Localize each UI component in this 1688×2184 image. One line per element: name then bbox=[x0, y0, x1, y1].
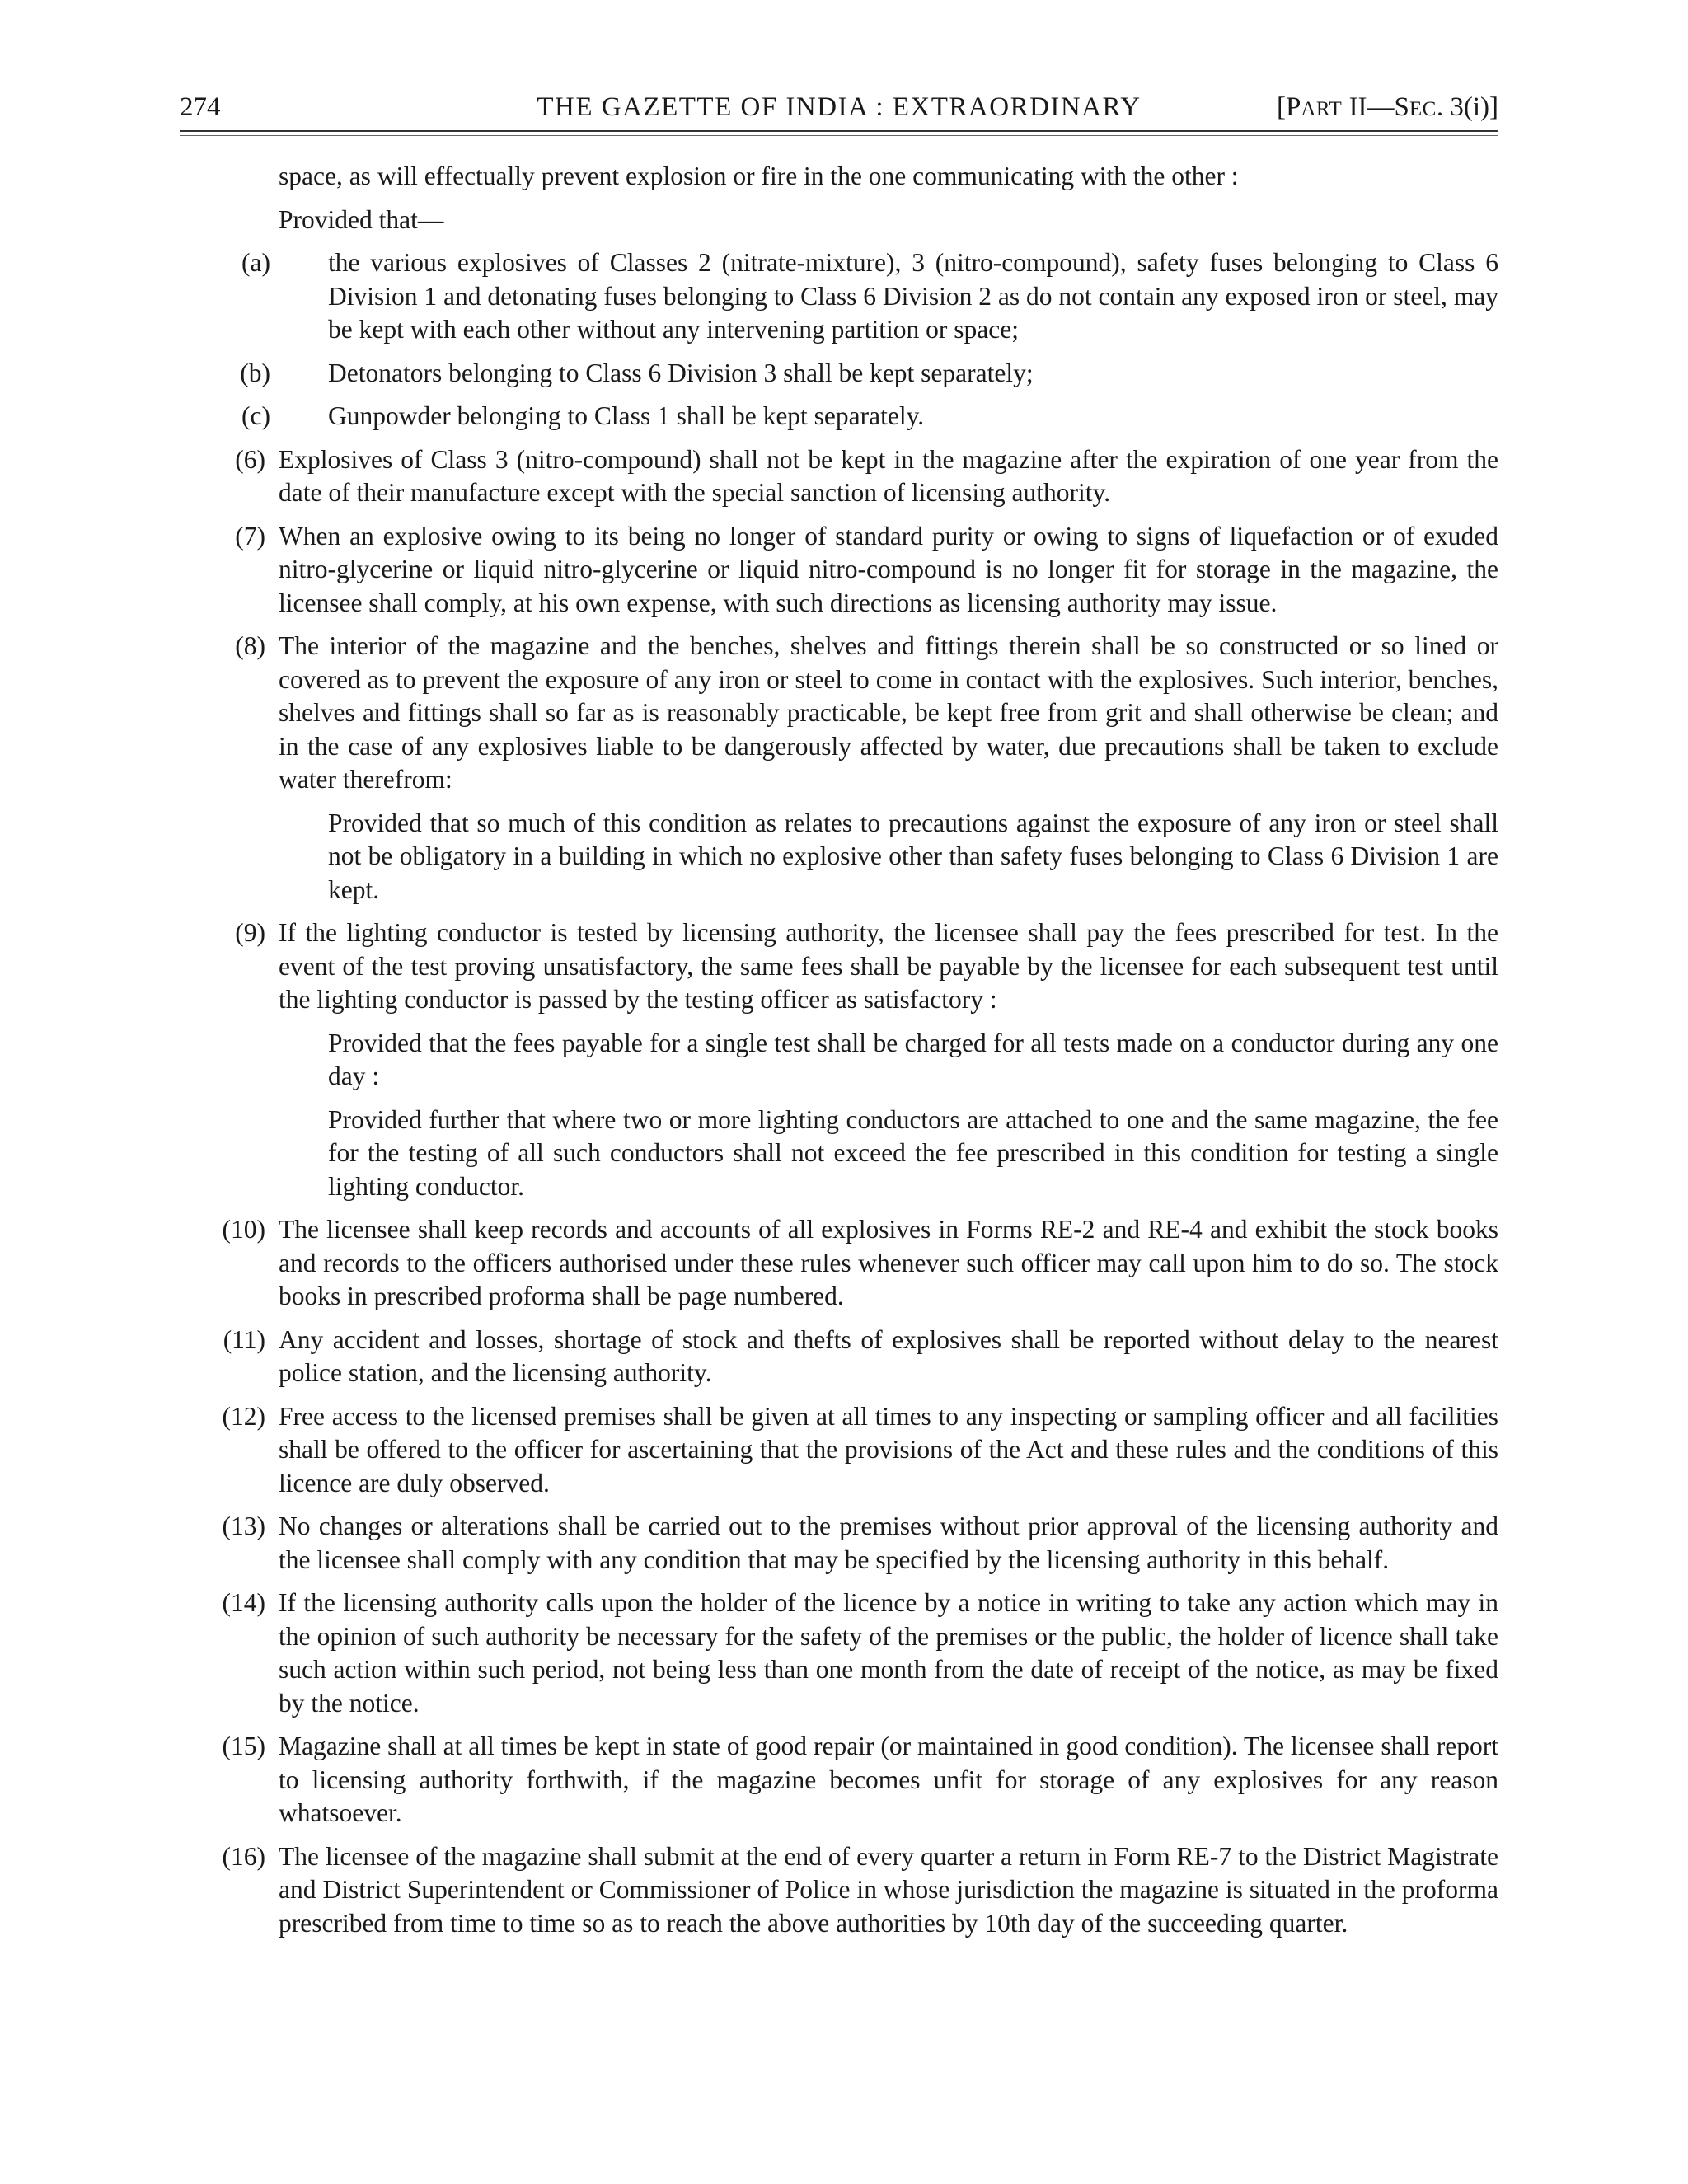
sub-item-number: (a) bbox=[241, 248, 270, 277]
sub-item-number: (c) bbox=[241, 401, 270, 430]
condition-10 bbox=[180, 1213, 1498, 1314]
document-body bbox=[180, 160, 1498, 1950]
condition-8-proviso: Provided that so much of this condition as relates to precautions against the exposure of any iron or steel shall not be obligatory in a building in which no explosive other than safety fuses belonging to Class 6 Division 1 are kept. bbox=[328, 808, 1498, 904]
condition-13 bbox=[180, 1510, 1498, 1577]
condition-number: (16) bbox=[222, 1841, 265, 1871]
sub-item-a bbox=[241, 246, 1498, 347]
sub-item-text: Detonators belonging to Class 6 Division 3 shall be kept separately; bbox=[328, 358, 1034, 387]
condition-text: Free access to the licensed premises shall be given at all times to any inspecting or sampling officer and all facilities shall be offered to the officer for ascertaining that the provisions of the Act and these rules and the conditions of this licence are duly observed. bbox=[279, 1401, 1498, 1497]
condition-6 bbox=[180, 443, 1498, 510]
condition-text: Explosives of Class 3 (nitro-compound) shall not be kept in the magazine after the expiration of one year from the date of their manufacture except with the special sanction of licensing authority. bbox=[279, 444, 1498, 507]
condition-number: (7) bbox=[235, 521, 265, 551]
part-ref-smallcaps-2: EC bbox=[1409, 98, 1437, 120]
sub-item-b bbox=[240, 357, 1498, 391]
condition-text: If the licensing authority calls upon the holder of the licence by a notice in writing to take any action which may in the opinion of such authority be necessary for the safety of the premises or the public, the holder of licence shall take such action within such period, not being less than one month from the date of receipt of the notice, as may be fixed by the notice. bbox=[279, 1588, 1498, 1718]
page-header bbox=[180, 92, 1498, 134]
condition-8 bbox=[180, 630, 1498, 797]
condition-text: The interior of the magazine and the benches, shelves and fittings therein shall be so constructed or so lined or covered as to prevent the exposure of any iron or steel to come in contact with the explosives. Such interior, benches, shelves and fittings shall so far as is reasonably practicable, be kept free from grit and shall otherwise be clean; and in the case of any explosives liable to be dangerously affected by water, due precautions shall be taken to exclude water therefrom: bbox=[279, 631, 1498, 794]
condition-text: Any accident and losses, shortage of stock and thefts of explosives shall be reported without delay to the nearest police station, and the licensing authority. bbox=[279, 1324, 1498, 1387]
condition-number: (10) bbox=[222, 1215, 265, 1244]
sub-item-text: Gunpowder belonging to Class 1 shall be kept separately. bbox=[328, 401, 925, 430]
condition-9 bbox=[180, 916, 1498, 1017]
condition-number: (14) bbox=[222, 1588, 265, 1617]
condition-number: (13) bbox=[222, 1511, 265, 1540]
condition-7 bbox=[180, 520, 1498, 621]
proviso-sub-list bbox=[180, 246, 1498, 434]
condition-number: (9) bbox=[235, 918, 265, 947]
condition-9-proviso-2: Provided further that where two or more lighting conductors are attached to one and the same magazine, the fee for the testing of all such conductors shall not exceed the fee prescribed in this condition for testing a single lighting conductor. bbox=[328, 1104, 1498, 1201]
condition-16 bbox=[180, 1840, 1498, 1941]
header-rule-thick bbox=[180, 130, 1498, 132]
part-section-reference bbox=[1277, 92, 1498, 123]
gazette-title: THE GAZETTE OF INDIA : EXTRAORDINARY bbox=[537, 92, 1142, 122]
condition-15 bbox=[180, 1730, 1498, 1830]
sub-item-text: the various explosives of Classes 2 (nitrate-mixture), 3 (nitro-compound), safety fuses belonging to Class 6 Division 1 and detonating fuses belonging to Class 6 Division 2 as do not contain any exposed iron or steel, may be kept with each other without any intervening partition or space; bbox=[328, 248, 1498, 344]
part-ref-end: . 3(i)] bbox=[1436, 92, 1498, 122]
condition-number: (15) bbox=[222, 1732, 265, 1760]
condition-text: No changes or alterations shall be carried out to the premises without prior approval of the licensing authority and the licensee shall comply with any condition that may be specified by the licensing authority in this behalf. bbox=[279, 1511, 1498, 1574]
condition-text: Magazine shall at all times be kept in state of good repair (or maintained in good condition). The licensee shall report to licensing authority forthwith, if the magazine becomes unfit for storage of any explosives for any reason whatsoever. bbox=[279, 1732, 1498, 1827]
condition-number: (6) bbox=[235, 444, 265, 474]
condition-number: (8) bbox=[235, 631, 265, 660]
part-ref-mid: II—S bbox=[1342, 92, 1409, 122]
condition-9-proviso-1: Provided that the fees payable for a single test shall be charged for all tests made on a conductor during any one day : bbox=[328, 1028, 1498, 1090]
page-number: 274 bbox=[180, 92, 221, 122]
provided-that-line: Provided that— bbox=[279, 204, 444, 234]
condition-text: If the lighting conductor is tested by licensing authority, the licensee shall pay the fees prescribed for test. In the event of the test proving unsatisfactory, the same fees shall be payable by the licensee for each subsequent test until the lighting conductor is passed by the testing officer as satisfactory : bbox=[279, 918, 1498, 1014]
condition-11 bbox=[180, 1324, 1498, 1390]
continuation-paragraph: space, as will effectually prevent explosion or fire in the one communicating with the other : bbox=[279, 162, 1239, 190]
condition-number: (12) bbox=[222, 1401, 265, 1431]
part-ref-smallcaps-1: ART bbox=[1301, 98, 1343, 120]
condition-14 bbox=[180, 1586, 1498, 1720]
sub-item-number: (b) bbox=[240, 358, 270, 387]
condition-text: The licensee shall keep records and accounts of all explosives in Forms RE-2 and RE-4 and exhibit the stock books and records to the officers authorised under these rules whenever such officer may call upon him to do so. The stock books in prescribed proforma shall be page numbered. bbox=[279, 1215, 1498, 1310]
condition-number: (11) bbox=[223, 1324, 265, 1354]
condition-text: When an explosive owing to its being no longer of standard purity or owing to signs of liquefaction or of exuded nitro-glycerine or liquid nitro-glycerine or liquid nitro-compound is no longer fit for storage in the magazine, the licensee shall comply, at his own expense, with such directions as licensing authority may issue. bbox=[279, 521, 1498, 617]
condition-text: The licensee of the magazine shall submit at the end of every quarter a return in Form RE-7 to the District Magistrate and District Superintendent or Commissioner of Police in whose jurisdiction the magazine is situated in the proforma prescribed from time to time so as to reach the above authorities by 10th day of the succeeding quarter. bbox=[279, 1841, 1498, 1938]
part-ref-open: [P bbox=[1276, 92, 1301, 122]
header-rule-thin bbox=[180, 135, 1498, 136]
sub-item-c bbox=[241, 400, 1498, 434]
condition-12 bbox=[180, 1400, 1498, 1501]
